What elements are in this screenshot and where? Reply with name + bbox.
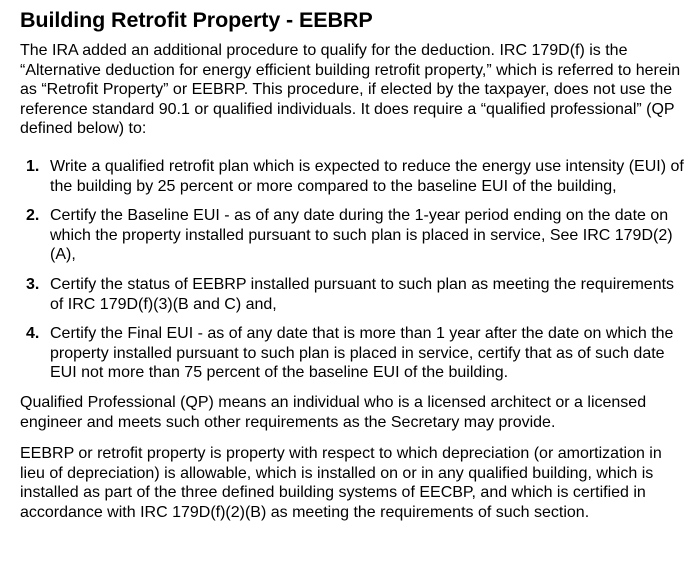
list-item (20, 157, 688, 196)
list-item (20, 275, 688, 314)
list-item-text: Certify the Final EUI - as of any date that is more than 1 year after the date on which the property installed pursuant to such plan is placed in service, certify that as of such date EUI not more than 75 percent of the baseline EUI of the building. (50, 325, 674, 382)
list-item-text: Certify the Baseline EUI - as of any date during the 1-year period ending on the date on which the property installed pursuant to such plan is placed in service, See IRC 179D(2)(A), (50, 207, 673, 264)
document-title: Building Retrofit Property - EEBRP (20, 8, 373, 32)
intro-paragraph: The IRA added an additional procedure to qualify for the deduction. IRC 179D(f) is the “Alternative deduction for energy efficient building retrofit property,” which is referred to herein as “Retrofit Property” or EEBRP. This procedure, if elected by the taxpayer, does not use the reference standard 90.1 or qualified individuals. It does require a “qualified professional” (QP defined below) to: (20, 42, 681, 138)
qp-definition-paragraph: Qualified Professional (QP) means an individual who is a licensed architect or a licensed engineer and meets such other requirements as the Secretary may provide. (20, 393, 647, 431)
list-item-number: 1. (26, 157, 40, 175)
list-item-number: 2. (26, 207, 40, 225)
document-page (20, 6, 688, 522)
list-item-number: 3. (26, 275, 40, 293)
eebrp-definition-paragraph: EEBRP or retrofit property is property with respect to which depreciation (or amortization in lieu of depreciation) is allowable, which is installed on or in any qualified building, which is installed as part of the three defined building systems of EECBP, and which is certified in accordance with IRC 179D(f)(2)(B) as meeting the requirements of such section. (20, 445, 662, 521)
list-item-text: Write a qualified retrofit plan which is expected to reduce the energy use intensity (EUI) of the building by 25 percent or more compared to the baseline EUI of the building, (50, 157, 684, 195)
list-item-number: 4. (26, 325, 40, 343)
list-item (20, 324, 688, 383)
list-item-text: Certify the status of EEBRP installed pursuant to such plan as meeting the requirements of IRC 179D(f)(3)(B and C) and, (50, 275, 675, 313)
list-item (20, 206, 688, 265)
requirements-list (20, 157, 688, 383)
